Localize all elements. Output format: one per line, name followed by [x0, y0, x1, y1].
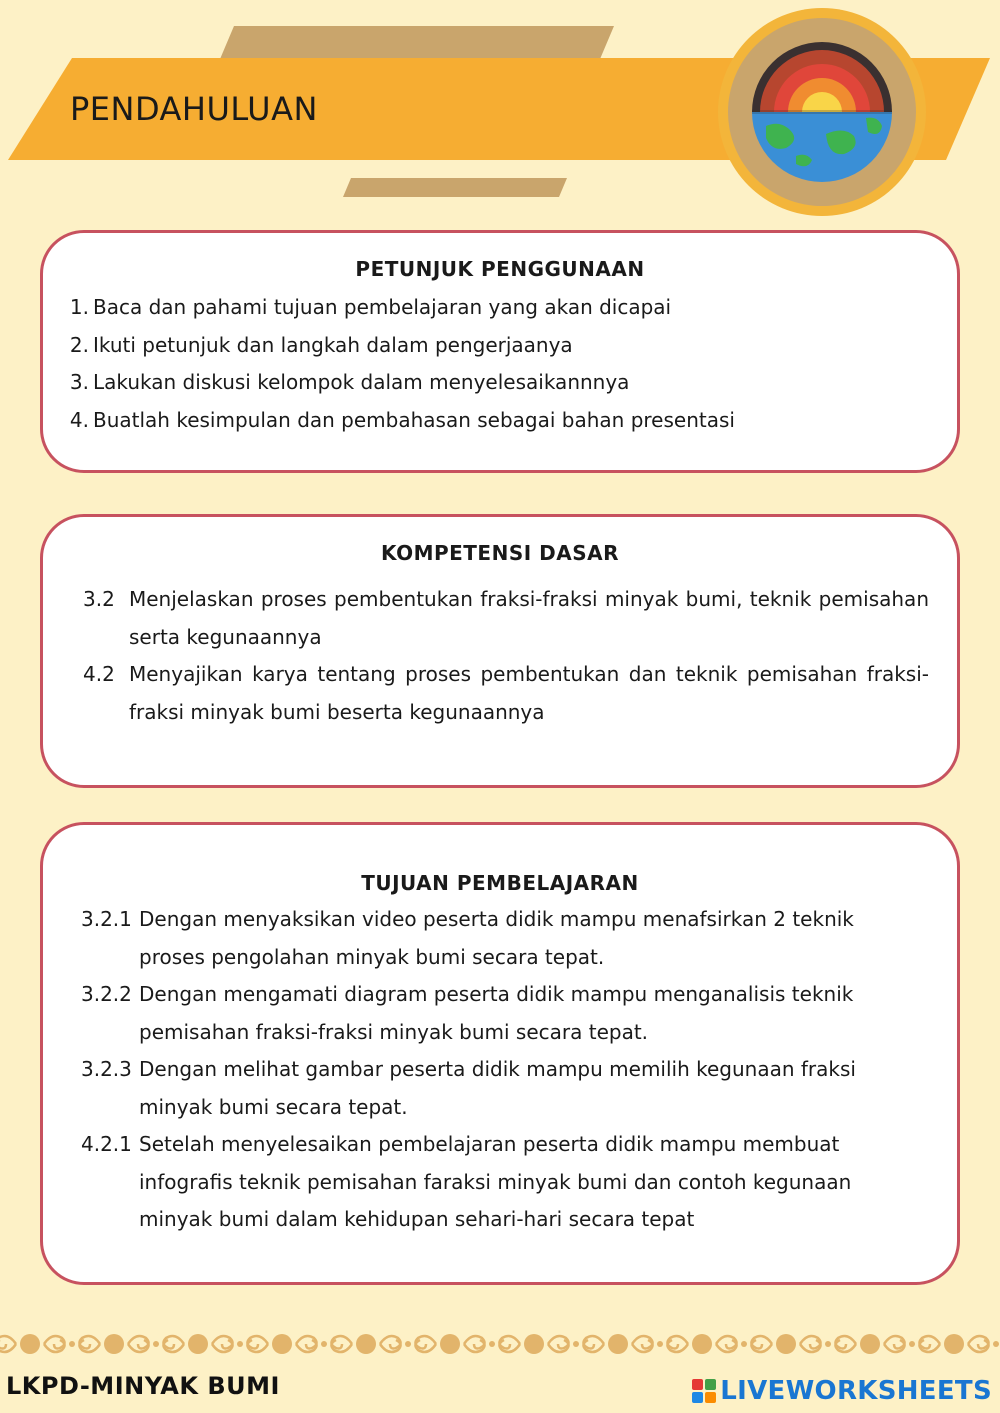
footer-label: LKPD-MINYAK BUMI	[6, 1372, 280, 1400]
petunjuk-card	[40, 230, 960, 473]
banner-bottom-stripe	[343, 178, 567, 197]
decorative-border	[0, 1322, 1000, 1366]
earth-layers-icon	[716, 6, 928, 218]
tujuan-list	[43, 901, 957, 1239]
kompetensi-card	[40, 514, 960, 788]
list-item: 3.2.3 Dengan melihat gambar peserta didik mampu memilih kegunaan fraksi minyak bumi secara tepat.	[81, 1057, 856, 1119]
list-item: 4. Buatlah kesimpulan dan pembahasan sebagai bahan presentasi	[69, 407, 735, 432]
tujuan-title: TUJUAN PEMBELAJARAN	[361, 871, 639, 895]
kompetensi-title: KOMPETENSI DASAR	[380, 541, 620, 565]
list-item: 3.2 Menjelaskan proses pembentukan fraksi-fraksi minyak bumi, teknik pemisahan serta kegunaannya	[83, 587, 929, 649]
list-item: 2. Ikuti petunjuk dan langkah dalam pengerjaanya	[69, 332, 573, 357]
list-item: 3.2.2 Dengan mengamati diagram peserta didik mampu menganalisis teknik pemisahan fraksi-fraksi minyak bumi secara tepat.	[81, 982, 854, 1044]
brand-name: LIVEWORKSHEETS	[720, 1376, 992, 1406]
kompetensi-list	[43, 581, 957, 731]
list-item: 4.2 Menyajikan karya tentang proses pembentukan dan teknik pemisahan fraksi-fraksi minyak bumi beserta kegunaannya	[83, 662, 929, 724]
list-item: 3. Lakukan diskusi kelompok dalam menyelesaikannnya	[69, 370, 630, 394]
list-item: 4.2.1 Setelah menyelesaikan pembelajaran peserta didik mampu membuat infografis teknik pemisahan faraksi minyak bumi dan contoh kegunaan minyak bumi dalam kehidupan sehari-hari secara tepat	[81, 1132, 852, 1231]
liveworksheets-logo[interactable]	[692, 1376, 992, 1406]
tujuan-card	[40, 822, 960, 1285]
petunjuk-title: PETUNJUK PENGGUNAAN	[355, 257, 645, 281]
list-item: 1. Baca dan pahami tujuan pembelajaran yang akan dicapai	[69, 295, 672, 319]
list-item: 3.2.1 Dengan menyaksikan video peserta didik mampu menafsirkan 2 teknik proses pengolahan minyak bumi secara tepat.	[81, 907, 854, 969]
petunjuk-list	[43, 289, 957, 439]
page-title: PENDAHULUAN	[70, 90, 318, 128]
liveworksheets-logo-icon	[692, 1379, 716, 1403]
